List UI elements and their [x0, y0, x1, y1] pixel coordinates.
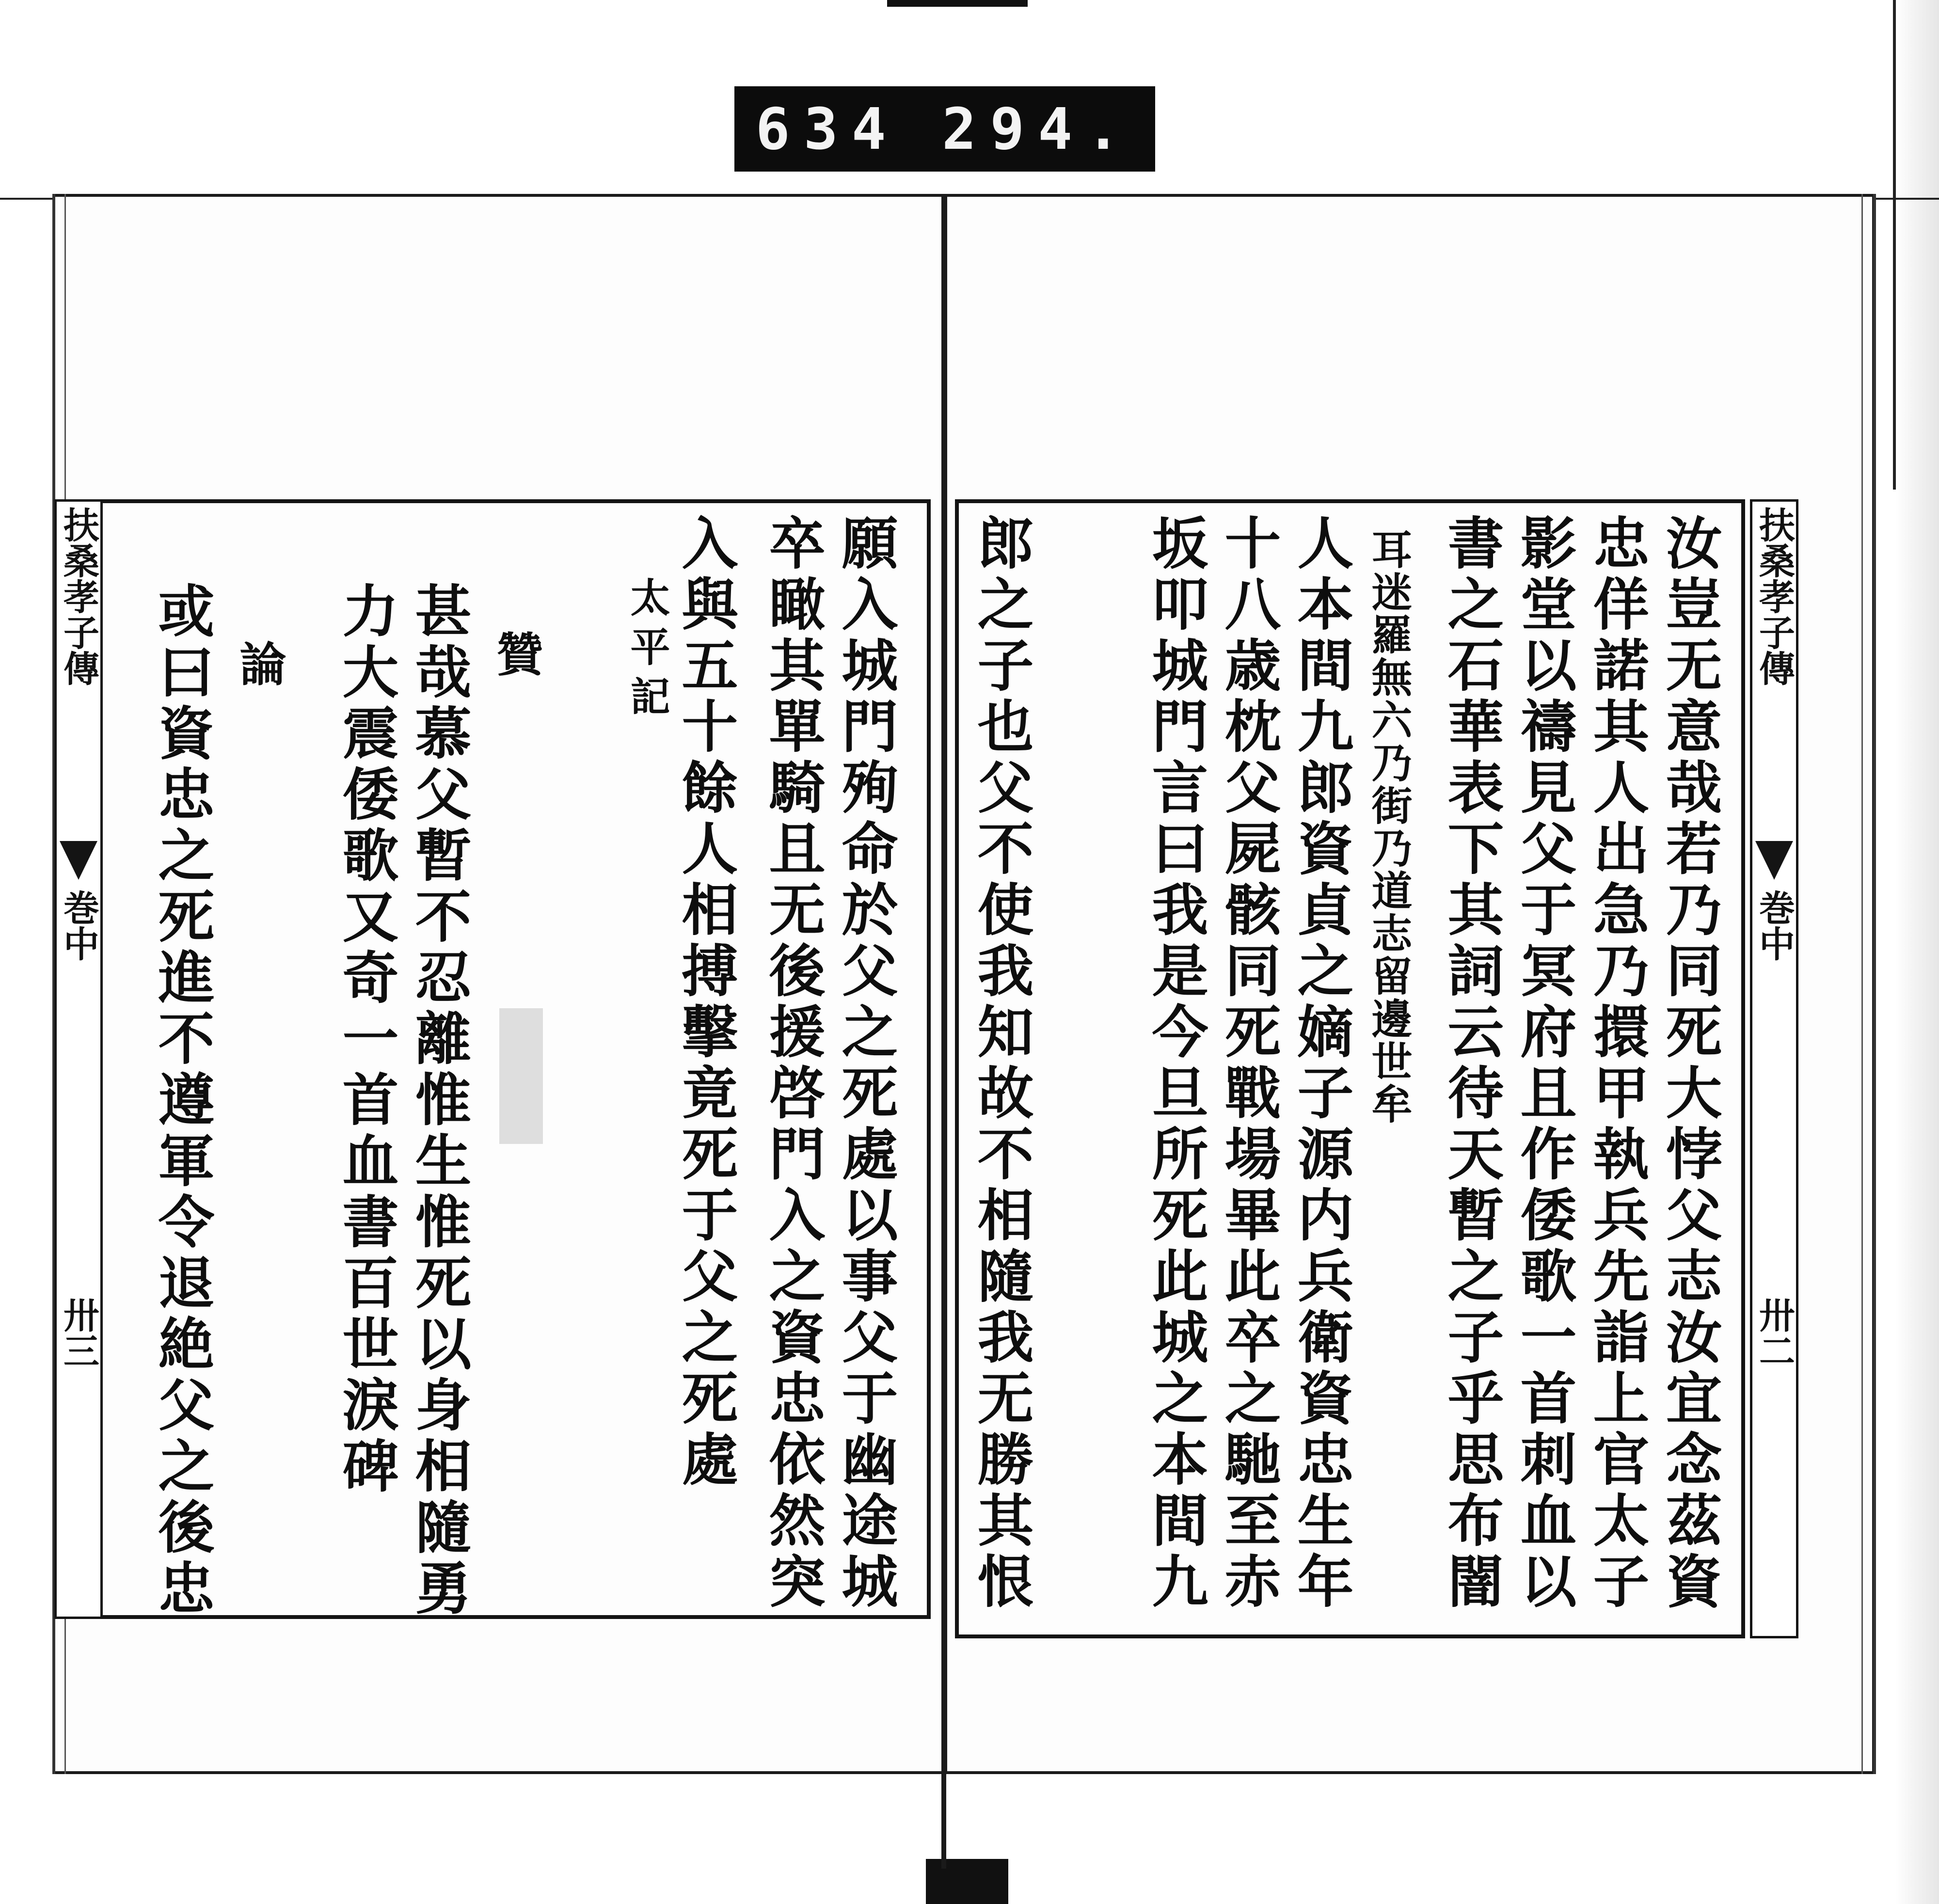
left-text-column: 卒瞰其單騎且无後援啓門入之資忠依然突: [760, 514, 826, 1613]
book-spine: [941, 201, 946, 1869]
right-page-edges: [1861, 194, 1876, 1774]
right-text-column: 忠佯諾其人出急乃擐甲執兵先詣上官太子: [1584, 514, 1650, 1613]
left-text-column: 願入城門殉命於父之死處以事父于幽途城: [832, 514, 898, 1613]
right-text-column: 汝豈无意哉若乃同死大悖父志汝宜念茲資: [1656, 514, 1722, 1613]
call-number-right: 294.: [942, 95, 1134, 162]
left-hanashin: [54, 499, 103, 1619]
left-fish-tail-mark: [60, 841, 97, 880]
left-text-column: 甚哉慕父暫不忍離惟生惟死以身相隨勇: [406, 582, 472, 1620]
right-text-column: 書之石華表下其詞云待天暫之子乎思布闇: [1438, 514, 1504, 1613]
left-text-column: 或曰資忠之死進不遵軍令退絶父之後忠: [149, 582, 215, 1620]
left-text-column: 力大震倭歌又奇一首血書百世淚碑: [333, 582, 399, 1498]
call-number-label: [734, 86, 1155, 172]
left-hanashin-volume: 巻中: [58, 889, 99, 961]
right-hanashin: [1750, 499, 1798, 1638]
film-edge-mark-bottom: [926, 1859, 1008, 1904]
section-heading-zan: 贊: [489, 630, 544, 706]
section-heading-ron: 論: [232, 640, 287, 715]
film-edge-right: [1895, 0, 1939, 1904]
right-text-column: 郎之子也父不使我知故不相隨我无勝其恨: [968, 514, 1034, 1613]
left-hanashin-title: 扶桑孝子傳: [58, 507, 99, 686]
right-text-column: 十八歳枕父屍骸同死戰場畢此卒之馳至赤: [1215, 514, 1281, 1613]
scan-divider-vertical: [1893, 0, 1896, 490]
call-number-left: 634: [755, 95, 900, 162]
film-edge-mark-top: [887, 0, 1028, 7]
scan-smudge: [499, 1008, 543, 1144]
right-hanashin-folio: 卅二: [1753, 1297, 1795, 1368]
left-hanashin-folio: 卅三: [58, 1297, 99, 1368]
source-note: 太平記: [624, 577, 670, 725]
right-text-column: 影堂以禱見父于冥府且作倭歌一首刺血以: [1511, 514, 1577, 1613]
right-hanashin-title: 扶桑孝子傳: [1753, 507, 1795, 686]
right-text-column: 坂叩城門言曰我是今旦所死此城之本間九: [1143, 514, 1208, 1613]
right-text-column: 耳迷羅無六乃街乃道志留邊世牟: [1365, 528, 1413, 1126]
left-text-column: 入與五十餘人相搏擊竟死于父之死處: [672, 514, 738, 1491]
right-text-column: 人本間九郎資貞之嫡子源内兵衛資忠生年: [1288, 514, 1354, 1613]
right-fish-tail-mark: [1755, 841, 1793, 880]
right-hanashin-volume: 巻中: [1753, 889, 1795, 961]
